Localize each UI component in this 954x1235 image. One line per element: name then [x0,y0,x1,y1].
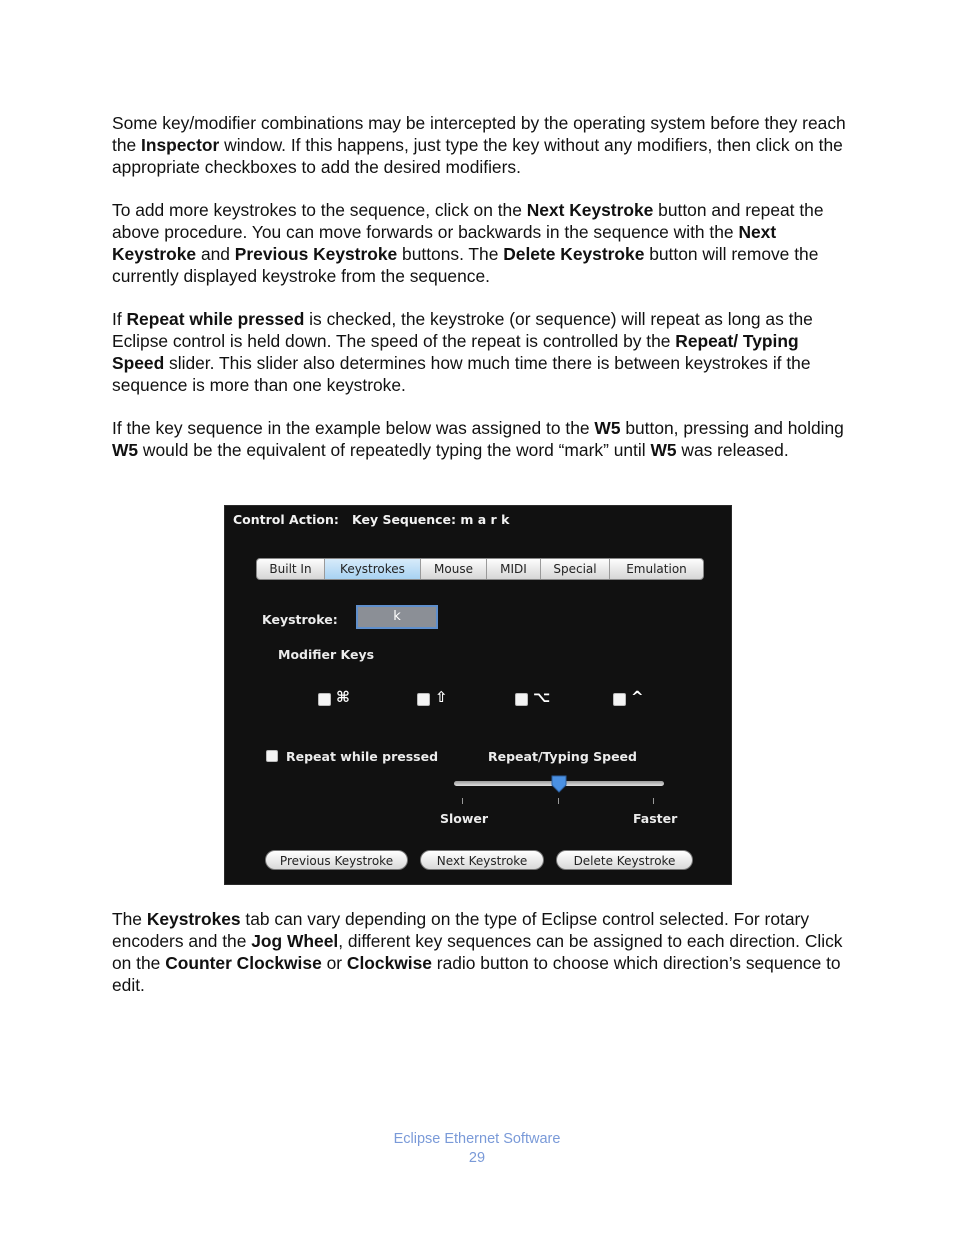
bold-term: Repeat/ Typing Speed [112,331,799,373]
text-run: , different key sequences can be assigned to each direction. Click on the [112,931,843,973]
modifier-keys-label: Modifier Keys [278,647,375,662]
tab-special[interactable]: Special [541,559,610,579]
control-checkbox[interactable] [613,693,626,706]
faster-label: Faster [633,811,678,826]
tab-keystrokes[interactable]: Keystrokes [325,559,421,579]
bold-term: Repeat while pressed [126,309,305,329]
shift-checkbox[interactable] [417,693,430,706]
paragraph-3 [112,308,847,396]
bold-term: W5 [650,440,677,460]
text-run: was released. [676,440,789,460]
bold-term: Next Keystroke [526,200,654,220]
control-action-label: Control Action: [233,512,339,527]
page-number: 29 [468,1150,486,1166]
footer-title: Eclipse Ethernet Software [393,1131,561,1147]
keystroke-input[interactable]: k [356,605,438,629]
command-checkbox[interactable] [318,693,331,706]
tab-midi[interactable]: MIDI [487,559,541,579]
text-run: The [112,909,147,929]
paragraph-2 [112,199,847,287]
bold-term: Next Keystroke [112,222,777,264]
bold-term: W5 [112,440,139,460]
text-run: If the key sequence in the example below was assigned to the [112,418,595,438]
text-run: tab can vary depending on the type of Eclipse control selected. For rotary encoders and the [112,909,810,951]
paragraph-1 [112,112,847,178]
repeat-checkbox[interactable] [266,750,278,762]
slower-label: Slower [440,811,489,826]
text-run: and [196,244,235,264]
keystroke-label: Keystroke: [262,612,338,627]
tab-bar [256,558,704,580]
text-run: button, pressing and holding [620,418,844,438]
shift-icon: ⇧ [435,688,448,706]
text-run: slider. This slider also determines how much time there is between keystrokes if the sequence is more than one keystroke. [112,353,811,395]
tab-built-in[interactable]: Built In [257,559,325,579]
text-run: button will remove the currently displayed keystroke from the sequence. [112,244,819,286]
control-icon: ^ [631,688,644,706]
tab-mouse[interactable]: Mouse [421,559,487,579]
delete-keystroke-button[interactable]: Delete Keystroke [556,850,693,870]
repeat-while-pressed-label: Repeat while pressed [286,749,439,764]
inspector-panel-screenshot [224,505,732,885]
bold-term: Clockwise [346,953,432,973]
bold-term: W5 [594,418,621,438]
key-sequence-label: Key Sequence: m a r k [352,512,510,527]
command-icon: ⌘ [336,688,350,706]
bold-term: Counter Clockwise [165,953,322,973]
previous-keystroke-button[interactable]: Previous Keystroke [265,850,408,870]
bold-term: Inspector [141,135,220,155]
text-run: or [321,953,347,973]
paragraph-5 [112,908,847,996]
text-run: would be the equivalent of repeatedly typing the word “mark” until [138,440,651,460]
bold-term: Jog Wheel [251,931,339,951]
bold-term: Delete Keystroke [503,244,645,264]
option-icon: ⌥ [533,688,551,706]
text-run: window. If this happens, just type the key without any modifiers, then click on the appropriate checkboxes to add the desired modifiers. [112,135,843,177]
repeat-speed-label: Repeat/Typing Speed [488,749,637,764]
text-run: Some key/modifier combinations may be intercepted by the operating system before they reach the [112,113,846,155]
paragraph-4 [112,417,847,461]
slider-tick [462,798,463,804]
text-run: If [112,309,127,329]
slider-tick [653,798,654,804]
next-keystroke-button[interactable]: Next Keystroke [420,850,544,870]
bold-term: Keystrokes [146,909,241,929]
text-run: is checked, the keystroke (or sequence) will repeat as long as the Eclipse control is held down. The speed of the repeat is controlled by the [112,309,813,351]
option-checkbox[interactable] [515,693,528,706]
tab-emulation[interactable]: Emulation [626,562,687,576]
text-run: buttons. The [397,244,504,264]
bold-term: Previous Keystroke [234,244,398,264]
speed-slider-knob[interactable] [551,775,567,793]
text-run: radio button to choose which direction’s sequence to edit. [112,953,841,995]
slider-tick [558,798,559,804]
text-run: To add more keystrokes to the sequence, click on the [112,200,527,220]
text-run: button and repeat the above procedure. You can move forwards or backwards in the sequence with the [112,200,824,242]
